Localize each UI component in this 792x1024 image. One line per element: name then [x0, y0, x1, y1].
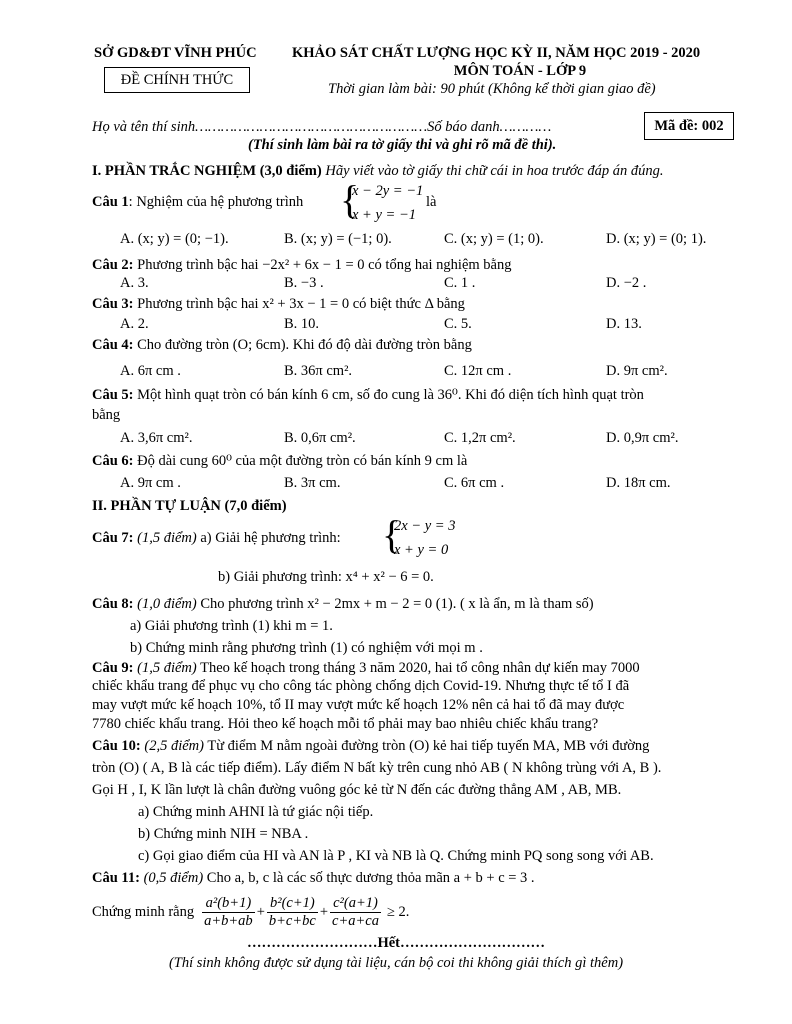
q10-line1: Câu 10: (2,5 điểm) Từ điểm M nằm ngoài đường tròn (O) kẻ hai tiếp tuyến MA, MB với đường: [92, 738, 650, 754]
q9-line2: chiếc khẩu trang để phục vụ cho công tác phòng chống dịch Covid-19. Nhưng thực tế tổ I đã: [92, 678, 630, 694]
q1-eq1: x − 2y = −1: [352, 183, 424, 199]
q2-option-c: C. 1 .: [444, 275, 476, 291]
q1-stem: Câu 1: Nghiệm của hệ phương trình: [92, 194, 304, 210]
q4-option-b: B. 36π cm².: [284, 363, 353, 379]
fraction-2: $\frac{\text{b²(c+1)}}{b+c+bc}$: [268, 894, 316, 929]
q1-option-d: D. (x; y) = (0; 1).: [606, 231, 707, 247]
q10-line3: Gọi H , I, K lần lượt là chân đường vuông góc kẻ từ N đến các đường thẳng AM , AB, MB.: [92, 782, 622, 798]
q6-option-b: B. 3π cm.: [284, 475, 341, 491]
q11-inequality: Chứng minh rằng $\frac{\text{a²(b+1)}}{a+b+ab}$ + $\frac{\text{b²(c+1)}}{b+c+bc}$ + $\frac{\text{c²(a+1)}}{c+a+ca}$ ≥ 2.: [92, 894, 410, 929]
q4-option-d: D. 9π cm².: [606, 363, 668, 379]
q10-part-a: a) Chứng minh AHNI là tứ giác nội tiếp.: [138, 804, 374, 820]
q1-option-c: C. (x; y) = (1; 0).: [444, 231, 544, 247]
q7-stem: Câu 7: (1,5 điểm) a) Giải hệ phương trình:: [92, 530, 341, 546]
q5-option-c: C. 1,2π cm².: [444, 430, 516, 446]
q5-stem-cont: bằng: [92, 407, 121, 423]
q11-stem: Câu 11: (0,5 điểm) Cho a, b, c là các số thực dương thỏa mãn a + b + c = 3 .: [92, 870, 535, 886]
q10-part-c: c) Gọi giao điểm của HI và AN là P , KI và NB là Q. Chứng minh PQ song song với AB.: [138, 848, 654, 864]
q6-option-d: D. 18π cm.: [606, 475, 671, 491]
official-box: ĐỀ CHÍNH THỨC: [104, 67, 250, 93]
q3-option-b: B. 10.: [284, 316, 320, 332]
q10-part-b: b) Chứng minh NIH = NBA .: [138, 826, 309, 842]
q4-option-a: A. 6π cm .: [120, 363, 181, 379]
fraction-1: $\frac{\text{a²(b+1)}}{a+b+ab}$: [204, 894, 253, 929]
q4-option-c: C. 12π cm .: [444, 363, 512, 379]
q3-option-a: A. 2.: [120, 316, 149, 332]
student-line: Họ và tên thí sinh………………………………………………Số báo danh…………: [92, 119, 552, 135]
q6-option-c: C. 6π cm .: [444, 475, 505, 491]
q9-line1: Câu 9: (1,5 điểm) Theo kế hoạch trong tháng 3 năm 2020, hai tổ công nhân dự kiến may 7000: [92, 660, 640, 676]
q9-line3: may vượt mức kế hoạch 10%, tổ II may vượt mức kế hoạch 12% nên cả hai tổ đã may được: [92, 697, 625, 713]
q3-option-d: D. 13.: [606, 316, 642, 332]
q7-eq1: 2x − y = 3: [394, 518, 456, 534]
q6-stem: Câu 6: Độ dài cung 60⁰ của một đường tròn có bán kính 9 cm là: [92, 453, 468, 469]
q7-brace: {: [382, 512, 402, 557]
q6-option-a: A. 9π cm .: [120, 475, 181, 491]
q3-stem: Câu 3: Phương trình bậc hai x² + 3x − 1 = 0 có biệt thức Δ bằng: [92, 296, 465, 312]
q1-eq2: x + y = −1: [352, 207, 416, 223]
instruction: (Thí sinh làm bài ra tờ giấy thi và ghi rõ mã đề thi).: [248, 137, 557, 153]
q9-line4: 7780 chiếc khẩu trang. Hỏi theo kế hoạch mỗi tổ phải may bao nhiêu chiếc khẩu trang?: [92, 716, 599, 732]
q5-option-a: A. 3,6π cm².: [120, 430, 193, 446]
footer-note: (Thí sinh không được sử dụng tài liệu, cán bộ coi thi không giải thích gì thêm): [168, 955, 624, 971]
q7-eq2: x + y = 0: [394, 542, 449, 558]
q5-option-b: B. 0,6π cm².: [284, 430, 356, 446]
fraction-3: $\frac{\text{c²(a+1)}}{c+a+ca}$: [332, 894, 379, 929]
exam-code: Mã đề: 002: [644, 112, 734, 140]
q2-option-d: D. −2 .: [606, 275, 647, 291]
q3-option-c: C. 5.: [444, 316, 472, 332]
q7-part-b: b) Giải phương trình: x⁴ + x² − 6 = 0.: [218, 569, 434, 585]
part1-heading: I. PHẦN TRẮC NGHIỆM (3,0 điểm) Hãy viết vào tờ giấy thi chữ cái in hoa trước đáp án đúng.: [92, 163, 664, 179]
q4-stem: Câu 4: Cho đường tròn (O; 6cm). Khi đó độ dài đường tròn bằng: [92, 337, 472, 353]
q10-line2: tròn (O) ( A, B là các tiếp điểm). Lấy điểm N bất kỳ trên cung nhỏ AB ( N không trùng với A, B ).: [92, 760, 662, 776]
q2-option-b: B. −3 .: [284, 275, 324, 291]
q8-stem: Câu 8: (1,0 điểm) Cho phương trình x² − 2mx + m − 2 = 0 (1). ( x là ẩn, m là tham số): [92, 596, 594, 612]
end-marker: ………………………Hết…………………………: [246, 935, 546, 951]
q5-stem: Câu 5: Một hình quạt tròn có bán kính 6 cm, số đo cung là 36⁰. Khi đó diện tích hình quạt tròn: [92, 387, 644, 403]
department: SỞ GD&ĐT VĨNH PHÚC: [94, 45, 257, 61]
q5-option-d: D. 0,9π cm².: [606, 430, 679, 446]
q1-tail: là: [426, 194, 437, 210]
exam-time: Thời gian làm bài: 90 phút (Không kể thời gian giao đề): [328, 81, 656, 97]
q8-part-b: b) Chứng minh rằng phương trình (1) có nghiệm với mọi m .: [130, 640, 483, 656]
q2-option-a: A. 3.: [120, 275, 149, 291]
q8-part-a: a) Giải phương trình (1) khi m = 1.: [130, 618, 333, 634]
q1-brace: {: [340, 177, 360, 222]
q2-stem: Câu 2: Phương trình bậc hai −2x² + 6x − 1 = 0 có tổng hai nghiệm bằng: [92, 257, 512, 273]
exam-title: KHẢO SÁT CHẤT LƯỢNG HỌC KỲ II, NĂM HỌC 2019 - 2020: [292, 45, 701, 61]
q1-option-b: B. (x; y) = (−1; 0).: [284, 231, 392, 247]
part2-heading: II. PHẦN TỰ LUẬN (7,0 điểm): [92, 498, 287, 514]
q1-option-a: A. (x; y) = (0; −1).: [120, 231, 229, 247]
subject: MÔN TOÁN - LỚP 9: [453, 63, 587, 79]
